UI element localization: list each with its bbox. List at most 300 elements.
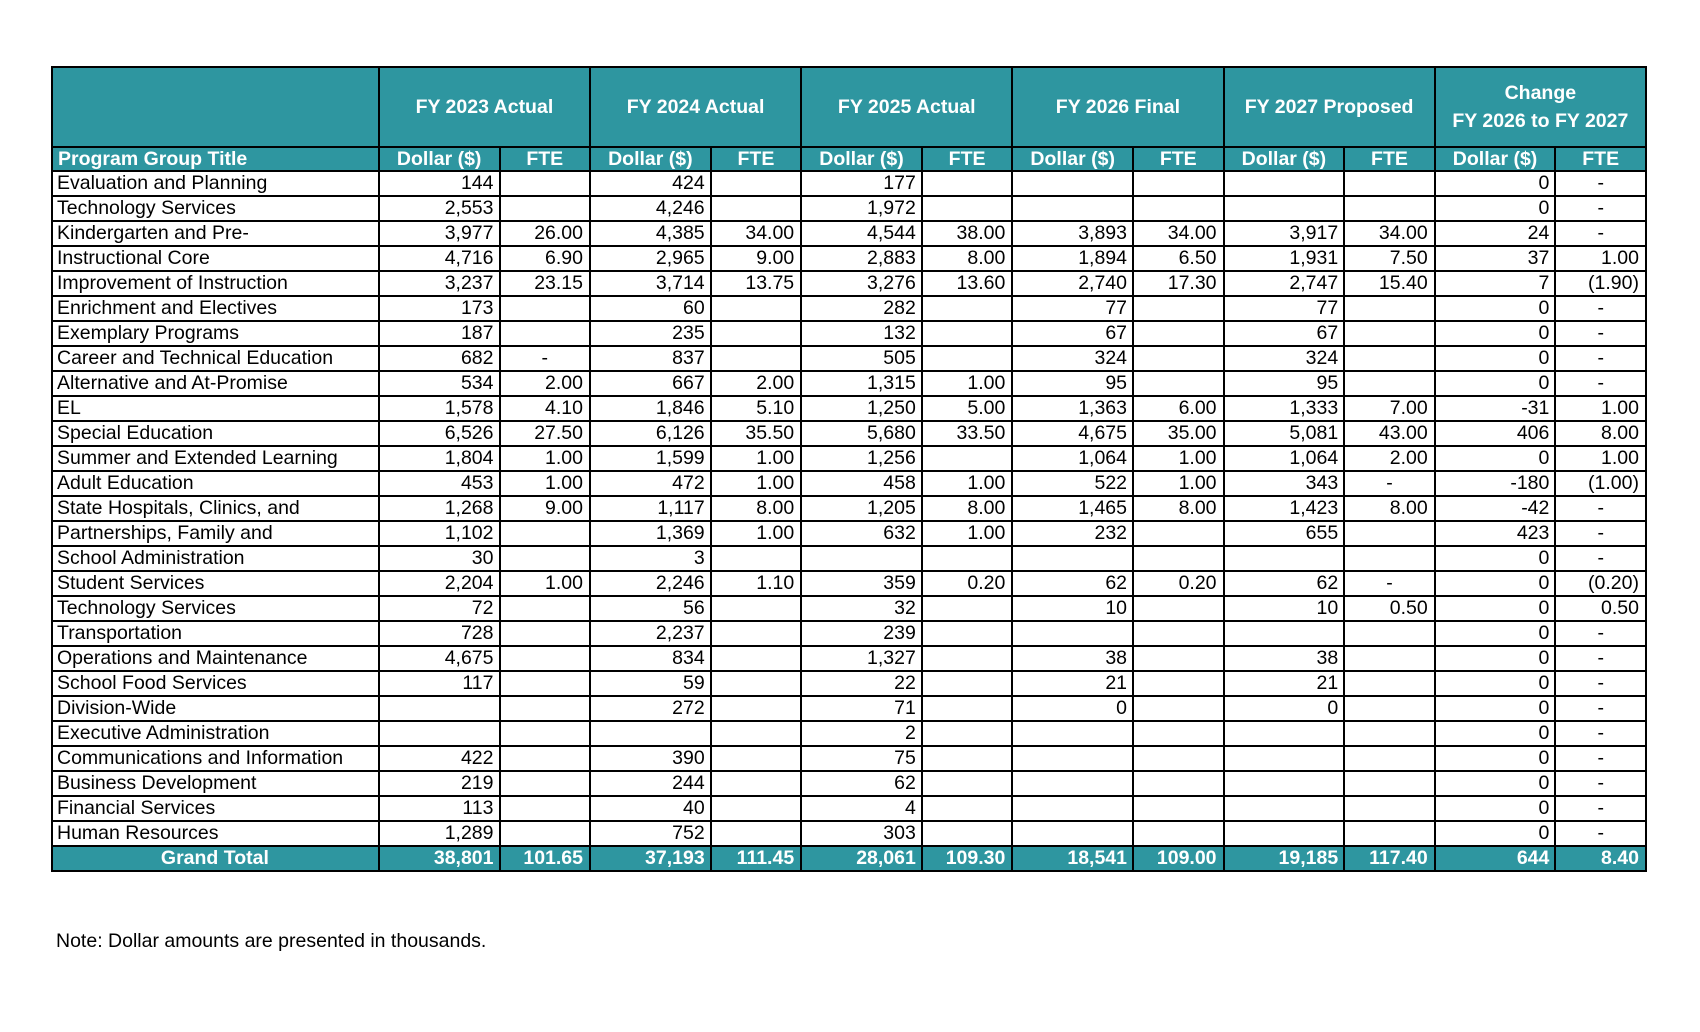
- dollar-cell: 2,204: [379, 571, 500, 596]
- dollar-cell: 72: [379, 596, 500, 621]
- dollar-cell: 1,064: [1224, 446, 1345, 471]
- table-row: [52, 471, 1646, 496]
- fte-cell: -: [1555, 371, 1646, 396]
- dollar-cell: 38: [1012, 646, 1133, 671]
- dollar-cell: 406: [1435, 421, 1556, 446]
- dollar-cell: 1,846: [590, 396, 711, 421]
- dollar-cell: 0: [1224, 696, 1345, 721]
- header-fte: FTE: [922, 147, 1013, 171]
- header-fte: FTE: [1133, 147, 1224, 171]
- dollar-cell: 4,675: [379, 646, 500, 671]
- dollar-cell: 1,972: [801, 196, 922, 221]
- fte-cell: [500, 296, 591, 321]
- fte-cell: [1133, 721, 1224, 746]
- program-group-title-cell: Transportation: [52, 621, 379, 646]
- dollar-cell: 453: [379, 471, 500, 496]
- fte-cell: [922, 171, 1013, 196]
- dollar-cell: 5,081: [1224, 421, 1345, 446]
- fte-cell: -: [1344, 471, 1435, 496]
- fte-cell: 27.50: [500, 421, 591, 446]
- fte-cell: 1.00: [1555, 446, 1646, 471]
- dollar-cell: 324: [1224, 346, 1345, 371]
- dollar-cell: 71: [801, 696, 922, 721]
- fte-cell: [1344, 696, 1435, 721]
- fte-cell: -: [1555, 496, 1646, 521]
- fte-cell: [500, 546, 591, 571]
- dollar-cell: 62: [801, 771, 922, 796]
- fte-cell: 7.00: [1344, 396, 1435, 421]
- dollar-cell: 2,883: [801, 246, 922, 271]
- fte-cell: [1133, 746, 1224, 771]
- fte-cell: [1133, 796, 1224, 821]
- program-group-title-cell: School Administration: [52, 546, 379, 571]
- program-group-title-cell: Executive Administration: [52, 721, 379, 746]
- header-dollar: Dollar ($): [1435, 147, 1556, 171]
- fte-cell: 1.00: [711, 471, 802, 496]
- program-group-title-cell: Kindergarten and Pre-: [52, 221, 379, 246]
- fte-cell: 34.00: [1133, 221, 1224, 246]
- fte-cell: 1.00: [711, 446, 802, 471]
- dollar-cell: 77: [1224, 296, 1345, 321]
- table-row: [52, 171, 1646, 196]
- fte-cell: -: [1555, 696, 1646, 721]
- dollar-cell: 1,578: [379, 396, 500, 421]
- header-dollar: Dollar ($): [379, 147, 500, 171]
- fte-cell: [1133, 696, 1224, 721]
- dollar-cell: 62: [1224, 571, 1345, 596]
- fte-cell: 1.00: [922, 371, 1013, 396]
- fte-cell: -: [1555, 521, 1646, 546]
- dollar-cell: 0: [1435, 196, 1556, 221]
- header-fte: FTE: [500, 147, 591, 171]
- dollar-cell: 1,931: [1224, 246, 1345, 271]
- dollar-cell: 10: [1012, 596, 1133, 621]
- fte-cell: [1133, 171, 1224, 196]
- dollar-cell: [1224, 196, 1345, 221]
- fte-cell: [922, 646, 1013, 671]
- fte-cell: 8.00: [711, 496, 802, 521]
- fte-cell: 109.00: [1133, 846, 1224, 871]
- program-group-title-cell: EL: [52, 396, 379, 421]
- dollar-cell: 95: [1012, 371, 1133, 396]
- table-row: [52, 596, 1646, 621]
- table-row: [52, 421, 1646, 446]
- header-dollar: Dollar ($): [1012, 147, 1133, 171]
- fte-cell: 8.00: [1344, 496, 1435, 521]
- fte-cell: 4.10: [500, 396, 591, 421]
- dollar-cell: [1012, 746, 1133, 771]
- fte-cell: [711, 646, 802, 671]
- dollar-cell: 6,526: [379, 421, 500, 446]
- dollar-cell: 21: [1012, 671, 1133, 696]
- dollar-cell: 144: [379, 171, 500, 196]
- fte-cell: -: [1555, 546, 1646, 571]
- program-group-title-cell: Career and Technical Education: [52, 346, 379, 371]
- program-group-title-cell: Evaluation and Planning: [52, 171, 379, 196]
- fte-cell: 1.00: [922, 521, 1013, 546]
- dollar-cell: 359: [801, 571, 922, 596]
- fte-cell: [922, 546, 1013, 571]
- fte-cell: [922, 671, 1013, 696]
- dollar-cell: 132: [801, 321, 922, 346]
- dollar-cell: 0: [1435, 546, 1556, 571]
- dollar-cell: -31: [1435, 396, 1556, 421]
- header-fy2024: FY 2024 Actual: [590, 67, 801, 147]
- dollar-cell: 177: [801, 171, 922, 196]
- fte-cell: 34.00: [1344, 221, 1435, 246]
- fte-cell: (1.90): [1555, 271, 1646, 296]
- header-dollar: Dollar ($): [1224, 147, 1345, 171]
- dollar-cell: [1224, 721, 1345, 746]
- dollar-cell: 0: [1435, 621, 1556, 646]
- dollar-cell: 3: [590, 546, 711, 571]
- table-row: [52, 371, 1646, 396]
- fte-cell: [1344, 721, 1435, 746]
- program-group-title-cell: Partnerships, Family and: [52, 521, 379, 546]
- dollar-cell: 2,740: [1012, 271, 1133, 296]
- dollar-cell: 1,064: [1012, 446, 1133, 471]
- program-group-title-cell: Instructional Core: [52, 246, 379, 271]
- header-fy2026: FY 2026 Final: [1012, 67, 1223, 147]
- table-row: [52, 746, 1646, 771]
- program-group-title-cell: School Food Services: [52, 671, 379, 696]
- fte-cell: [500, 746, 591, 771]
- table-row: [52, 321, 1646, 346]
- fte-cell: 6.50: [1133, 246, 1224, 271]
- table-row: [52, 246, 1646, 271]
- dollar-cell: 2,237: [590, 621, 711, 646]
- dollar-cell: 37,193: [590, 846, 711, 871]
- fte-cell: -: [1555, 221, 1646, 246]
- fte-cell: [1344, 621, 1435, 646]
- fte-cell: 1.00: [500, 571, 591, 596]
- fte-cell: -: [1555, 771, 1646, 796]
- fte-cell: [711, 546, 802, 571]
- fte-cell: 111.45: [711, 846, 802, 871]
- fte-cell: 109.30: [922, 846, 1013, 871]
- fte-cell: [1133, 346, 1224, 371]
- fte-cell: [500, 821, 591, 846]
- fte-cell: -: [1344, 571, 1435, 596]
- fte-cell: 1.00: [500, 471, 591, 496]
- fte-cell: [500, 696, 591, 721]
- fte-cell: [1344, 671, 1435, 696]
- dollar-cell: 667: [590, 371, 711, 396]
- fte-cell: 13.75: [711, 271, 802, 296]
- dollar-cell: 219: [379, 771, 500, 796]
- fte-cell: [711, 321, 802, 346]
- dollar-cell: [1224, 621, 1345, 646]
- dollar-cell: 244: [590, 771, 711, 796]
- fte-cell: (0.20): [1555, 571, 1646, 596]
- table-row: [52, 696, 1646, 721]
- dollar-cell: 0: [1435, 171, 1556, 196]
- dollar-cell: [1224, 171, 1345, 196]
- dollar-cell: -42: [1435, 496, 1556, 521]
- fte-cell: -: [1555, 821, 1646, 846]
- dollar-cell: 117: [379, 671, 500, 696]
- fte-cell: [922, 621, 1013, 646]
- dollar-cell: 95: [1224, 371, 1345, 396]
- dollar-cell: 5,680: [801, 421, 922, 446]
- dollar-cell: [1012, 771, 1133, 796]
- fte-cell: [1133, 646, 1224, 671]
- fte-cell: 38.00: [922, 221, 1013, 246]
- dollar-cell: 1,289: [379, 821, 500, 846]
- dollar-cell: [1224, 546, 1345, 571]
- program-group-title-cell: Student Services: [52, 571, 379, 596]
- fte-cell: (1.00): [1555, 471, 1646, 496]
- fte-cell: -: [1555, 296, 1646, 321]
- dollar-cell: 18,541: [1012, 846, 1133, 871]
- dollar-cell: 75: [801, 746, 922, 771]
- dollar-cell: 0: [1435, 696, 1556, 721]
- dollar-cell: 343: [1224, 471, 1345, 496]
- dollar-cell: 0: [1435, 746, 1556, 771]
- fte-cell: [1344, 296, 1435, 321]
- dollar-cell: 1,268: [379, 496, 500, 521]
- dollar-cell: 4,544: [801, 221, 922, 246]
- table-row: [52, 621, 1646, 646]
- dollar-cell: 67: [1012, 321, 1133, 346]
- grand-total-row: [52, 846, 1646, 871]
- table-row: [52, 721, 1646, 746]
- fte-cell: 1.00: [1555, 246, 1646, 271]
- fte-cell: 35.50: [711, 421, 802, 446]
- fte-cell: [922, 771, 1013, 796]
- fte-cell: -: [500, 346, 591, 371]
- dollar-cell: 3,237: [379, 271, 500, 296]
- fte-cell: 1.00: [1555, 396, 1646, 421]
- dollar-cell: 67: [1224, 321, 1345, 346]
- dollar-cell: 232: [1012, 521, 1133, 546]
- dollar-cell: 0: [1012, 696, 1133, 721]
- header-fte: FTE: [1344, 147, 1435, 171]
- fte-cell: 0.50: [1555, 596, 1646, 621]
- fte-cell: 117.40: [1344, 846, 1435, 871]
- dollar-cell: 0: [1435, 296, 1556, 321]
- dollar-cell: 423: [1435, 521, 1556, 546]
- fte-cell: [500, 521, 591, 546]
- fte-cell: -: [1555, 346, 1646, 371]
- fte-cell: [1133, 596, 1224, 621]
- dollar-cell: [1224, 821, 1345, 846]
- fte-cell: [1344, 646, 1435, 671]
- program-group-title-cell: Operations and Maintenance: [52, 646, 379, 671]
- dollar-cell: 1,465: [1012, 496, 1133, 521]
- fte-cell: 7.50: [1344, 246, 1435, 271]
- fte-cell: [711, 671, 802, 696]
- dollar-cell: 0: [1435, 321, 1556, 346]
- fte-cell: 17.30: [1133, 271, 1224, 296]
- fte-cell: -: [1555, 796, 1646, 821]
- fte-cell: 8.00: [922, 496, 1013, 521]
- dollar-cell: 0: [1435, 721, 1556, 746]
- dollar-cell: [379, 696, 500, 721]
- dollar-cell: 0: [1435, 346, 1556, 371]
- dollar-cell: 3,977: [379, 221, 500, 246]
- dollar-cell: 0: [1435, 571, 1556, 596]
- dollar-cell: 1,250: [801, 396, 922, 421]
- dollar-cell: 56: [590, 596, 711, 621]
- table-row: [52, 671, 1646, 696]
- fte-cell: 9.00: [500, 496, 591, 521]
- dollar-cell: 0: [1435, 371, 1556, 396]
- header-program-group-title: Program Group Title: [52, 147, 379, 171]
- fte-cell: 5.10: [711, 396, 802, 421]
- fte-cell: [711, 721, 802, 746]
- fte-cell: [1344, 521, 1435, 546]
- program-group-title-cell: Technology Services: [52, 196, 379, 221]
- budget-table-container: [51, 66, 1647, 872]
- fte-cell: -: [1555, 721, 1646, 746]
- fte-cell: [1133, 821, 1224, 846]
- fte-cell: [711, 346, 802, 371]
- header-blank-cell: [52, 67, 379, 147]
- table-row: [52, 821, 1646, 846]
- fte-cell: [500, 796, 591, 821]
- header-fte: FTE: [1555, 147, 1646, 171]
- program-group-title-cell: Division-Wide: [52, 696, 379, 721]
- dollar-cell: 10: [1224, 596, 1345, 621]
- fte-cell: [500, 721, 591, 746]
- dollar-cell: 173: [379, 296, 500, 321]
- fte-cell: [1344, 371, 1435, 396]
- dollar-cell: 4,716: [379, 246, 500, 271]
- fte-cell: 0.20: [1133, 571, 1224, 596]
- dollar-cell: 422: [379, 746, 500, 771]
- dollar-cell: [1012, 196, 1133, 221]
- dollar-cell: 1,894: [1012, 246, 1133, 271]
- dollar-cell: 390: [590, 746, 711, 771]
- fte-cell: -: [1555, 671, 1646, 696]
- dollar-cell: 19,185: [1224, 846, 1345, 871]
- header-dollar: Dollar ($): [801, 147, 922, 171]
- program-group-title-cell: Technology Services: [52, 596, 379, 621]
- dollar-cell: 40: [590, 796, 711, 821]
- fte-cell: [922, 596, 1013, 621]
- dollar-cell: 752: [590, 821, 711, 846]
- dollar-cell: 4,385: [590, 221, 711, 246]
- table-row: [52, 346, 1646, 371]
- dollar-cell: 1,804: [379, 446, 500, 471]
- dollar-cell: 32: [801, 596, 922, 621]
- dollar-cell: [1012, 546, 1133, 571]
- dollar-cell: 2,965: [590, 246, 711, 271]
- fte-cell: 43.00: [1344, 421, 1435, 446]
- fte-cell: [922, 721, 1013, 746]
- header-fy2027: FY 2027 Proposed: [1224, 67, 1435, 147]
- fte-cell: [1344, 746, 1435, 771]
- program-group-title-cell: Special Education: [52, 421, 379, 446]
- fte-cell: -: [1555, 646, 1646, 671]
- dollar-cell: 60: [590, 296, 711, 321]
- fte-cell: 33.50: [922, 421, 1013, 446]
- dollar-cell: 837: [590, 346, 711, 371]
- fte-cell: [1133, 296, 1224, 321]
- dollar-cell: [1012, 796, 1133, 821]
- table-row: [52, 396, 1646, 421]
- fte-cell: [922, 746, 1013, 771]
- fte-cell: [922, 446, 1013, 471]
- fte-cell: [1133, 771, 1224, 796]
- dollar-cell: 28,061: [801, 846, 922, 871]
- fte-cell: 2.00: [1344, 446, 1435, 471]
- fte-cell: 35.00: [1133, 421, 1224, 446]
- header-row-periods: [52, 67, 1646, 147]
- fte-cell: [1344, 321, 1435, 346]
- dollar-cell: 682: [379, 346, 500, 371]
- fte-cell: -: [1555, 196, 1646, 221]
- fte-cell: [1344, 771, 1435, 796]
- dollar-cell: 1,369: [590, 521, 711, 546]
- dollar-cell: 0: [1435, 796, 1556, 821]
- fte-cell: 2.00: [711, 371, 802, 396]
- fte-cell: 1.00: [1133, 471, 1224, 496]
- dollar-cell: 59: [590, 671, 711, 696]
- dollar-cell: 1,117: [590, 496, 711, 521]
- dollar-cell: [379, 721, 500, 746]
- fte-cell: 6.90: [500, 246, 591, 271]
- dollar-cell: [1224, 796, 1345, 821]
- dollar-cell: 0: [1435, 771, 1556, 796]
- fte-cell: 1.00: [711, 521, 802, 546]
- dollar-cell: 534: [379, 371, 500, 396]
- dollar-cell: 38: [1224, 646, 1345, 671]
- dollar-cell: [1012, 821, 1133, 846]
- header-fy2023: FY 2023 Actual: [379, 67, 590, 147]
- fte-cell: [1133, 546, 1224, 571]
- dollar-cell: 62: [1012, 571, 1133, 596]
- fte-cell: 13.60: [922, 271, 1013, 296]
- fte-cell: [711, 771, 802, 796]
- header-dollar: Dollar ($): [590, 147, 711, 171]
- fte-cell: [922, 696, 1013, 721]
- fte-cell: 0.20: [922, 571, 1013, 596]
- dollar-cell: 2,553: [379, 196, 500, 221]
- dollar-cell: 77: [1012, 296, 1133, 321]
- dollar-cell: [590, 721, 711, 746]
- fte-cell: [711, 296, 802, 321]
- fte-cell: -: [1555, 321, 1646, 346]
- dollar-cell: 3,917: [1224, 221, 1345, 246]
- dollar-cell: 3,714: [590, 271, 711, 296]
- dollar-cell: 4,675: [1012, 421, 1133, 446]
- fte-cell: [711, 796, 802, 821]
- fte-cell: 8.00: [1133, 496, 1224, 521]
- dollar-cell: 38,801: [379, 846, 500, 871]
- dollar-cell: -180: [1435, 471, 1556, 496]
- dollar-cell: 22: [801, 671, 922, 696]
- dollar-cell: 424: [590, 171, 711, 196]
- fte-cell: [500, 621, 591, 646]
- fte-cell: 9.00: [711, 246, 802, 271]
- fte-cell: 23.15: [500, 271, 591, 296]
- fte-cell: [922, 821, 1013, 846]
- dollar-cell: 1,256: [801, 446, 922, 471]
- dollar-cell: 235: [590, 321, 711, 346]
- program-group-title-cell: Business Development: [52, 771, 379, 796]
- fte-cell: [1133, 621, 1224, 646]
- fte-cell: [711, 596, 802, 621]
- dollar-cell: 655: [1224, 521, 1345, 546]
- fte-cell: [922, 196, 1013, 221]
- fte-cell: [1133, 321, 1224, 346]
- dollar-cell: 0: [1435, 596, 1556, 621]
- fte-cell: [1133, 671, 1224, 696]
- fte-cell: [500, 771, 591, 796]
- dollar-cell: 2,747: [1224, 271, 1345, 296]
